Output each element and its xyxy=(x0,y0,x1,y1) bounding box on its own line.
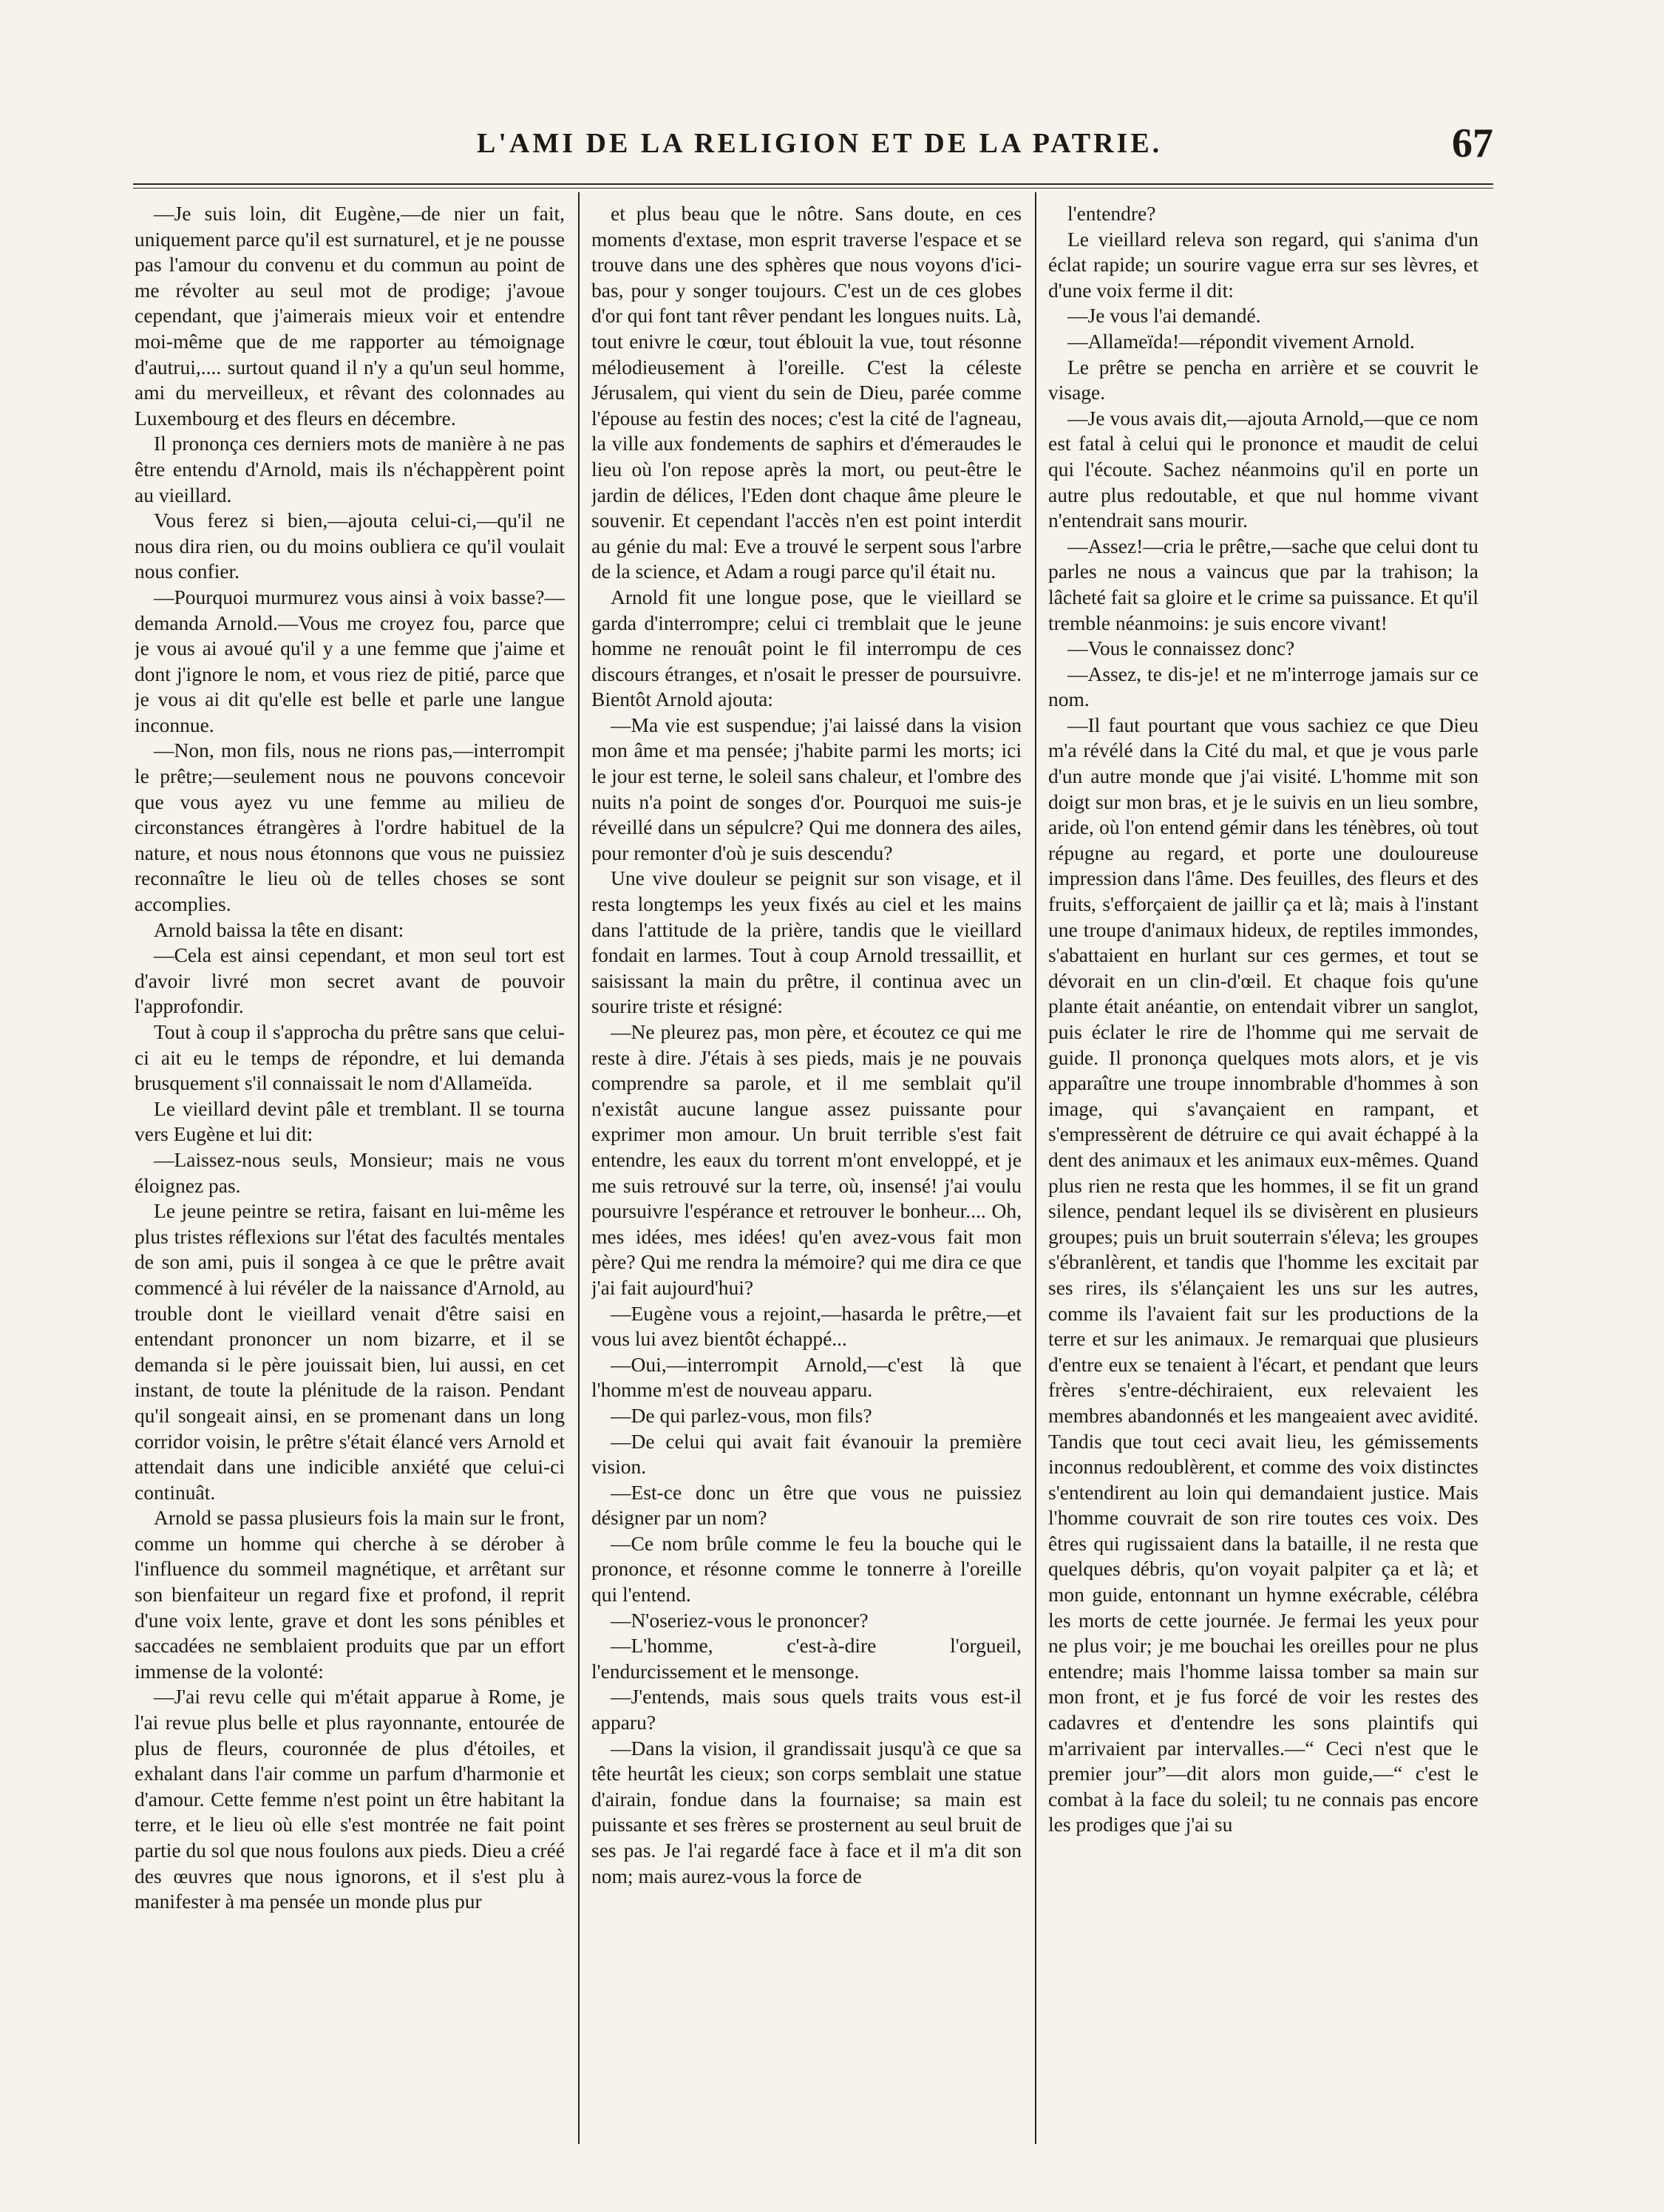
paragraph: Arnold baissa la tête en disant: xyxy=(154,917,404,941)
column-1 xyxy=(135,201,565,2138)
paragraph: —Ne pleurez pas, mon père, et écoutez ce qui me reste à dire. J'étais à ses pieds, mais je ne pouvais comprendre sa parole, et il me semblait qu'il n'existât aucune langue assez puissante pour exprimer mon amour. Un bruit terrible s'est fait entendre, les eaux du torrent m'ont enveloppé, et je me suis retrouvé sur la terre, où, insensé! j'ai voulu poursuivre l'espérance et retrouver le bonheur.... Oh, mes idées, mes idées! qu'en avez-vous fait mon père? Qui me rendra la mémoire? qui me dira ce que j'ai fait aujourd'hui? xyxy=(591,1020,1022,1299)
paragraph: —Assez, te dis-je! et ne m'interroge jamais sur ce nom. xyxy=(1048,662,1478,711)
paragraph: —Laissez-nous seuls, Monsieur; mais ne vous éloignez pas. xyxy=(135,1147,565,1197)
paragraph: Tout à coup il s'approcha du prêtre sans que celui-ci ait eu le temps de répondre, et lui demanda brusquement s'il connaissait le nom d'Allameïda. xyxy=(135,1020,565,1095)
paragraph: —Assez!—cria le prêtre,—sache que celui dont tu parles ne nous a vaincus que par la trahison; la lâcheté fait sa gloire et le crime sa puissance. Et qu'il tremble néanmoins: je suis encore vivant! xyxy=(1048,534,1478,634)
paragraph: —Non, mon fils, nous ne rions pas,—interrompit le prêtre;—seulement nous ne pouvons concevoir que vous ayez vu une femme au milieu de circonstances étrangères à l'ordre habituel de la nature, et nous nous étonnons que vous ne puissiez reconnaître le lieu où de telles choses se sont accomplies. xyxy=(135,739,565,916)
paragraph: Vous ferez si bien,—ajouta celui-ci,—qu'il ne nous dira rien, ou du moins oubliera ce qu'il voulait nous confier. xyxy=(135,509,565,583)
page-header xyxy=(133,121,1493,176)
header-rule-thin xyxy=(133,188,1493,189)
paragraph: Une vive douleur se peignit sur son visage, et il resta longtemps les yeux fixés au ciel et les mains dans l'attitude de la prière, tandis que le vieillard fondait en larmes. Tout à coup Arnold tressaillit, et saisissant la main du prêtre, il continua avec un sourire triste et résigné: xyxy=(591,866,1022,1018)
column-3 xyxy=(1048,201,1478,2138)
paragraph: —Cela est ainsi cependant, et mon seul tort est d'avoir livré mon secret avant de pouvoir l'approfondir. xyxy=(135,943,565,1018)
paragraph: —Est-ce donc un être que vous ne puissiez désigner par un nom? xyxy=(591,1480,1022,1530)
paragraph: et plus beau que le nôtre. Sans doute, en ces moments d'extase, mon esprit traverse l'espace et se trouve dans une des sphères que nous voyons d'ici-bas, pour y songer toujours. C'est un de ces globes d'or qui font tant rêver pendant les longues nuits. Là, tout enivre le cœur, tout éblouit la vue, tout résonne mélodieusement à l'oreille. C'est la céleste Jérusalem, qui vient du sein de Dieu, parée comme l'épouse au festin des noces; c'est la cité de l'agneau, la ville aux fondements de saphirs et d'émeraudes le lieu où l'on repose après la mort, ou peut-être le jardin de délices, l'Eden dont chaque âme pleure le souvenir. Et cependant l'accès n'en est point interdit au génie du mal: Eve a trouvé le serpent sous l'arbre de la science, et Adam a rougi parce qu'il était nu. xyxy=(591,202,1022,583)
paragraph: —Allameïda!—répondit vivement Arnold. xyxy=(1067,329,1415,353)
paragraph: Le prêtre se pencha en arrière et se couvrit le visage. xyxy=(1048,355,1478,404)
paragraph: —Ce nom brûle comme le feu la bouche qui le prononce, et résonne comme le tonnerre à l'oreille qui l'entend. xyxy=(591,1531,1022,1607)
paragraph: —Eugène vous a rejoint,—hasarda le prêtre,—et vous lui avez bientôt échappé... xyxy=(591,1301,1022,1351)
paragraph: Arnold se passa plusieurs fois la main sur le front, comme un homme qui cherche à se dérober à l'influence du sommeil magnétique, et arrêtant sur son bienfaiteur un regard fixe et profond, il reprit d'une voix lente, grave et dont les sons pénibles et saccadées ne semblaient produits que par un effort immense de la volonté: xyxy=(135,1506,565,1683)
paragraph: Le jeune peintre se retira, faisant en lui-même les plus tristes réflexions sur l'état des facultés mentales de son ami, puis il songea à ce que le prêtre avait commencé à lui révéler de la naissance d'Arnold, au trouble dont le vieillard venait d'être saisi en entendant prononcer un nom bizarre, et il se demanda si le père jouissait bien, lui aussi, en cet instant, de toute la plénitude de la raison. Pendant qu'il songeait ainsi, en se promenant dans un long corridor voisin, le prêtre s'était élancé vers Arnold et attendait dans une indicible anxiété que celui-ci continuât. xyxy=(135,1199,565,1504)
running-title: L'AMI DE LA RELIGION ET DE LA PATRIE. xyxy=(477,128,1163,159)
paragraph: —Il faut pourtant que vous sachiez ce que Dieu m'a révélé dans la Cité du mal, et que je vous parle d'un autre monde que j'ai visité. L'homme mit son doigt sur mon bras, et je le suivis en un lieu sombre, aride, où l'on entend gémir dans les ténèbres, où tout répugne au regard, et porte une douloureuse impression dans l'âme. Des feuilles, des fleurs et des fruits, s'efforçaient de jaillir ça et là; mais à l'instant une troupe d'animaux hideux, de reptiles immondes, s'abattaient en hurlant sur ces germes, et tout se dévorait en un clin-d'œil. Et chaque fois qu'une plante était anéantie, on entendait vibrer un sanglot, puis éclater le rire de l'homme qui me servait de guide. Il prononça quelques mots alors, et je vis apparaître une troupe innombrable d'hommes à son image, qui s'avançaient en rampant, et s'empressèrent de détruire ce qui avait échappé à la dent des animaux et les animaux eux-mêmes. Quand plus rien ne resta que les hommes, il se fit un grand silence, pendant lequel ils se divisèrent en plusieurs groupes; puis un bruit souterrain s'éleva; les groupes s'ébranlèrent, et tandis que l'homme les excitait par ses rires, ils s'élançaient les uns sur les autres, comme ils l'avaient fait sur les productions de la terre et sur les animaux. Je remarquai que plusieurs d'entre eux se tenaient à l'écart, et pendant que leurs frères s'entre-déchiraient, eux relevaient les membres abandonnés et les mangeaient avec avidité. Tandis que tout ceci avait lieu, les gémissements inconnus redoublèrent, et comme des voix distinctes s'entendirent au loin qui demandaient justice. Mais l'homme couvrait de son rire toutes ces voix. Des êtres qui rugissaient dans la bataille, il ne resta que quelques débris, qu'on voyait palpiter ça et là; et mon guide, entonnant un hymne exécrable, célébra les morts de cette journée. Je fermai les yeux pour ne plus voir; je me bouchai les oreilles pour ne plus entendre; mais l'homme laissa tomber sa main sur mon front, et je fus forcé de voir les restes des cadavres et d'entendre les sons plaintifs qui m'arrivaient par intervalles.—“ Ceci n'est que le premier jour”—dit alors mon guide,—“ c'est le combat à la face du soleil; tu ne connais pas encore les prodiges que j'ai su xyxy=(1048,713,1478,1836)
paragraph: l'entendre? xyxy=(1067,202,1156,225)
paragraph: Arnold fit une longue pose, que le vieillard se garda d'interrompre; celui ci tremblait que le jeune homme ne renouât point le fil interrompu de ces discours étranges, et n'osait le presser de poursuivre. Bientôt Arnold ajouta: xyxy=(591,585,1022,711)
paragraph: Il prononça ces derniers mots de manière à ne pas être entendu d'Arnold, mais ils n'échappèrent point au vieillard. xyxy=(135,432,565,506)
paragraph: —Pourquoi murmurez vous ainsi à voix basse?—demanda Arnold.—Vous me croyez fou, parce que je vous ai avoué qu'il y a une femme que j'aime et dont j'ignore le nom, et vous riez de pitié, parce que je vous ai dit qu'elle est belle et parle une langue inconnue. xyxy=(135,585,565,736)
paragraph: —Je vous l'ai demandé. xyxy=(1067,304,1261,328)
paragraph: Le vieillard devint pâle et tremblant. Il se tourna vers Eugène et lui dit: xyxy=(135,1096,565,1146)
paragraph: —L'homme, c'est-à-dire l'orgueil, l'endurcissement et le mensonge. xyxy=(591,1634,1022,1683)
paragraph: Le vieillard releva son regard, qui s'anima d'un éclat rapide; un sourire vague erra sur ses lèvres, et d'une voix ferme il dit: xyxy=(1048,227,1478,302)
paragraph: —Je vous avais dit,—ajouta Arnold,—que ce nom est fatal à celui qui le prononce et maudit de celui qui l'écoute. Sachez néanmoins qu'il en porte un autre plus redoutable, et que nul homme vivant n'entendrait sans mourir. xyxy=(1048,406,1478,532)
column-divider xyxy=(578,192,580,2144)
paragraph: —J'ai revu celle qui m'était apparue à Rome, je l'ai revue plus belle et plus rayonnante, entourée de plus de fleurs, couronnée de plus d'étoiles, et exhalant dans l'air comme un parfum d'harmonie et d'amour. Cette femme n'est point un être habitant la terre, et le lieu où elle s'est montrée ne fait point partie du sol que nous foulons aux pieds. Dieu a créé des œuvres que nous ignorons, et il s'est plu à manifester à ma pensée un monde plus pur xyxy=(135,1685,565,1913)
paragraph: —Je suis loin, dit Eugène,—de nier un fait, uniquement parce qu'il est surnaturel, et je ne pousse pas l'amour du convenu et du commun au point de me révolter au seul mot de prodige; j'avoue cependant, que j'aimerais mieux voir et entendre moi-même que de me rapporter au témoignage d'autrui,.... surtout quand il n'y a qu'un seul homme, ami du merveilleux, et rêvant des colonnades au Luxembourg et des fleurs en décembre. xyxy=(135,202,565,430)
paragraph: —N'oseriez-vous le prononcer? xyxy=(611,1608,869,1632)
paragraph: —De qui parlez-vous, mon fils? xyxy=(611,1403,872,1427)
paragraph: —Dans la vision, il grandissait jusqu'à ce que sa tête heurtât les cieux; son corps semblait une statue d'airain, fondue dans la fournaise; sa main est puissante et ses frères se prosternent au seul bruit de ses pas. Je l'ai regardé face à face et il m'a dit son nom; mais aurez-vous la force de xyxy=(591,1736,1022,1887)
paragraph: —Ma vie est suspendue; j'ai laissé dans la vision mon âme et ma pensée; j'habite parmi les morts; ici le jour est terne, le soleil sans chaleur, et l'ombre des nuits n'a point de songes d'or. Pourquoi me suis-je réveillé dans un sépulcre? Qui me donnera des ailes, pour remonter d'où je suis descendu? xyxy=(591,713,1022,864)
paragraph: —Oui,—interrompit Arnold,—c'est là que l'homme m'est de nouveau apparu. xyxy=(591,1352,1022,1402)
column-2 xyxy=(591,201,1022,2138)
paragraph: —J'entends, mais sous quels traits vous est-il apparu? xyxy=(591,1685,1022,1734)
paragraph: —Vous le connaissez donc? xyxy=(1067,637,1295,660)
column-divider xyxy=(1035,192,1036,2144)
page-number: 67 xyxy=(1452,121,1493,166)
header-rule xyxy=(133,183,1493,185)
paragraph: —De celui qui avait fait évanouir la première vision. xyxy=(591,1429,1022,1479)
